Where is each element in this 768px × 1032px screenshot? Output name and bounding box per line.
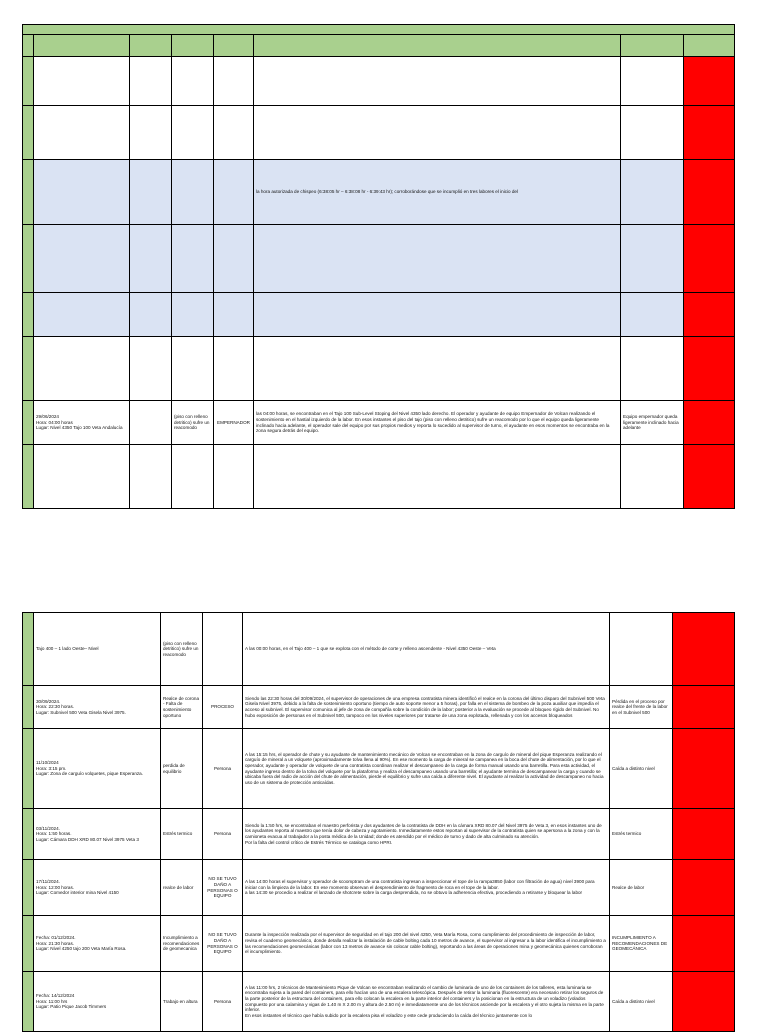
header-cell bbox=[23, 35, 34, 57]
risk-level-cell bbox=[684, 57, 735, 106]
type-cell bbox=[214, 106, 254, 160]
row-marker bbox=[23, 809, 34, 860]
consequence-cell: Caída a distinto nivel bbox=[610, 972, 673, 1032]
risk-level-cell bbox=[673, 809, 735, 860]
risk-cell: Trabajo en altura bbox=[161, 972, 203, 1032]
consequence-cell bbox=[621, 445, 684, 509]
risk-cell: (piso con relleno detritico) sufre un reacomodo bbox=[161, 613, 203, 686]
consequence-cell bbox=[610, 613, 673, 686]
table-row bbox=[23, 613, 735, 686]
risk-level-cell bbox=[684, 293, 735, 337]
date-place-cell: 11/10/2024 Hora: 3:15 pm. Lugar: Zona de carguío volquetes, pique Esperanza. bbox=[34, 729, 161, 809]
risk-cell bbox=[172, 225, 214, 293]
description-cell: A las 14:00 horas el supervisor y operador de scoomptram de una contratista ingresan a inspeccionar el tope de la rampa3850 (labor con filtración de agua) nivel 3900 para iniciar con la limpieza de la labor. En ese momento observan el desprendimiento de fragmento de roca en el tope de la labor. a las 14:30 se procedio a realizar el lanzado de shotcrete sobre la carga desprendida, no se obtuvo la adherencia efectiva, procediendo a retirarse y bloquear la labor bbox=[243, 860, 610, 916]
date-place-cell: 29/06/2024 Hora: 04:00 horas Lugar: Nivel 4350 Tajo 100 Veta Andalucía bbox=[34, 401, 130, 445]
table-row bbox=[23, 293, 735, 337]
spacer-cell bbox=[130, 106, 172, 160]
risk-cell: Realce de corona - Falta de sostenimiento oportuno bbox=[161, 686, 203, 729]
header-cell bbox=[214, 35, 254, 57]
row-marker bbox=[23, 225, 34, 293]
description-cell bbox=[254, 57, 621, 106]
header-cell bbox=[130, 35, 172, 57]
row-marker bbox=[23, 729, 34, 809]
type-cell: NO SE TUVO DAÑO A PERSONAS O EQUIPO bbox=[203, 916, 243, 972]
date-place-cell bbox=[34, 57, 130, 106]
row-marker bbox=[23, 337, 34, 401]
incident-table-2 bbox=[22, 612, 735, 1032]
row-marker bbox=[23, 916, 34, 972]
type-cell bbox=[214, 337, 254, 401]
risk-level-cell bbox=[673, 860, 735, 916]
row-marker bbox=[23, 445, 34, 509]
consequence-cell: Estrés termico bbox=[610, 809, 673, 860]
description-cell bbox=[254, 445, 621, 509]
risk-level-cell bbox=[684, 337, 735, 401]
consequence-cell bbox=[621, 225, 684, 293]
type-cell: NO SE TUVO DAÑO A PERSONAS O EQUIPO bbox=[203, 860, 243, 916]
risk-level-cell bbox=[684, 106, 735, 160]
row-marker bbox=[23, 293, 34, 337]
type-cell: EMPERNADOR bbox=[214, 401, 254, 445]
spacer-cell bbox=[130, 57, 172, 106]
risk-level-cell bbox=[684, 160, 735, 225]
table-row bbox=[23, 916, 735, 972]
consequence-cell bbox=[621, 160, 684, 225]
date-place-cell: 30/09/2024. Hora: 22:30 horas. Lugar: Subnivel 500 Veta Gisela Nivel 3975. bbox=[34, 686, 161, 729]
row-marker bbox=[23, 860, 34, 916]
risk-cell bbox=[172, 337, 214, 401]
row-marker bbox=[23, 972, 34, 1032]
date-place-cell: 03/11/2024. Hora: 1:50 horas. Lugar: Cámara DDH XRD 80.07 Nivel 3975 Veta 3 bbox=[34, 809, 161, 860]
table-row bbox=[23, 401, 735, 445]
table-row bbox=[23, 160, 735, 225]
row-marker bbox=[23, 106, 34, 160]
row-marker bbox=[23, 613, 34, 686]
description-cell bbox=[254, 225, 621, 293]
risk-cell bbox=[172, 57, 214, 106]
risk-level-cell bbox=[673, 972, 735, 1032]
spacer-cell bbox=[130, 337, 172, 401]
consequence-cell: Equipo empernador queda ligeramente inclinado hacia adelante bbox=[621, 401, 684, 445]
risk-cell: perdida de equilibrio bbox=[161, 729, 203, 809]
date-place-cell bbox=[34, 337, 130, 401]
date-place-cell: Fecha: 01/12/2024. Hora: 21:30 horas. Lugar: Nivel 4250 tajo 200 Veta María Rosa. bbox=[34, 916, 161, 972]
type-cell: Persona bbox=[203, 972, 243, 1032]
risk-cell: (piso con relleno detritico) sufre un reacomodo bbox=[172, 401, 214, 445]
date-place-cell bbox=[34, 160, 130, 225]
header-cell bbox=[254, 35, 621, 57]
description-cell: A las 15:15 hrs, el operador de chute y su ayudante de mantenimiento mecánico de Volcan se encontraban en la zona de carguío de mineral del pique Esperanza realizando el carguío de mineral a un volquete (aproximadamente tolva llena al 90%). En ese momento la carga de mineral se campanea en la boca del chute de alimentación, por lo que el operador, ayudante y operador de volquete de una contratista coordinan realizar el descampaneo de la carga de forma manual usando una barretilla. Para esta actividad, el ayudante ingreso dentro de la tolva del volquete por la plataforma y realiza el descampaneo usando una barretilla; el ayudante termina de descampanear la carga y cuando se ubicaba fuera del radio de acción del chute de alimentación, pierde el equilibrio y sufre una caída a diferente nivel. El ayudante al realizar la actividad de descampaneo no hacia uso de un sistema de protección anticaídas. bbox=[243, 729, 610, 809]
consequence-cell bbox=[621, 337, 684, 401]
table-row bbox=[23, 686, 735, 729]
consequence-cell: Caída a distinto nivel bbox=[610, 729, 673, 809]
description-cell: la hora autorizada de chispeo (6:38:05 hr – 6:38:08 hr - 6:39:43 hr); corroborándose que se incumplió en tres labores el inicio del bbox=[254, 160, 621, 225]
consequence-cell bbox=[621, 57, 684, 106]
risk-level-cell bbox=[673, 686, 735, 729]
risk-cell: Estrés termico bbox=[161, 809, 203, 860]
table-row bbox=[23, 445, 735, 509]
description-cell: las 04:00 horas, se encontraban en el Tajo 100 Sub-Level Stoping del Nivel 4350 lado derecho. El operador y ayudante de equipo Empernador de Volcan realizando el sostenimiento en el hastial izquierdo de la labor. En esos instantes el piso del tajo (piso con relleno detritico) sufre un reacomodo por lo que el equipo queda ligeramente inclinado hacia adelante, el operador sale del equipo por sus propios medios y reporta lo sucedido al supervisor de turno, el ayudante en esos momentos se encontraba en la zona segura detrás del equipo. bbox=[254, 401, 621, 445]
table-row bbox=[23, 809, 735, 860]
date-place-cell bbox=[34, 445, 130, 509]
description-cell bbox=[254, 293, 621, 337]
header-cell bbox=[34, 35, 130, 57]
risk-cell bbox=[172, 445, 214, 509]
type-cell bbox=[214, 445, 254, 509]
sheet-top-bar bbox=[23, 25, 735, 35]
table-row bbox=[23, 729, 735, 809]
spacer-cell bbox=[130, 445, 172, 509]
type-cell bbox=[214, 160, 254, 225]
type-cell: PROCESO bbox=[203, 686, 243, 729]
risk-level-cell bbox=[684, 445, 735, 509]
description-cell: Siendo las 22:30 horas del 30/09/2024, el supervisor de operaciones de una empresa contratista minera identificó el realce en la corona del último disparo del Subnivel 500 Veta Gisela Nivel 3975, debido a la falta de sostenimiento oportuno (tiempo de auto soporte menor a 5 horas), por falla en el sistema de bombeo de la poza auxiliar que impedía el acceso al subnivel. El supervisor comunica al jefe de zona de compañía sobre la condición de la labor; posterior a la evaluación se procede al bloqueo rígido del Subnivel. No hubo exposición de personas en el Subnivel 500, tampoco en los niveles superiores por tratarse de una zona explotada, rellenada y con los accesos bloqueados bbox=[243, 686, 610, 729]
table-row bbox=[23, 337, 735, 401]
table-row bbox=[23, 225, 735, 293]
description-cell bbox=[254, 337, 621, 401]
type-cell bbox=[214, 293, 254, 337]
description-cell: Siendo la 1:50 hrs, se encontraban el maestro perforista y dos ayudantes de la contratista de DDH en la cámara XRD 80.07 del Nivel 3975 de Veta 3, en esos instantes uno de los ayudantes reporta al maestro que tenía dolor de cabeza y agotamiento. Inmediatamente estos reportan al supervisor de la contratista quien se apersona a la zona y con la camioneta evacua al trabajador a la posta médica de la Unidad; donde es atendido por el médico de turno y dado de alta culminado su atención. Por la falta del control crítico de Estrés Térmico se cataloga como HPRI. bbox=[243, 809, 610, 860]
description-cell: A las 00:00 horas, en el Tajo 400 – 1 que se explota con el método de corte y relleno ascendente - Nivel 4350 Oeste – Veta bbox=[243, 613, 610, 686]
date-place-cell bbox=[34, 225, 130, 293]
type-cell bbox=[203, 613, 243, 686]
risk-cell bbox=[172, 293, 214, 337]
risk-cell: realce de labor bbox=[161, 860, 203, 916]
risk-cell: Incumplimiento a recomendaciones de geomecanica bbox=[161, 916, 203, 972]
risk-cell bbox=[172, 160, 214, 225]
type-cell: Persona bbox=[203, 729, 243, 809]
consequence-cell bbox=[621, 293, 684, 337]
date-place-cell: 17/11/2024. Hora: 12:00 horas. Lugar: Comedor interior mina Nivel 4150 bbox=[34, 860, 161, 916]
spacer-cell bbox=[130, 160, 172, 225]
risk-cell bbox=[172, 106, 214, 160]
row-marker bbox=[23, 401, 34, 445]
type-cell bbox=[214, 225, 254, 293]
table-row bbox=[23, 57, 735, 106]
header-cell bbox=[621, 35, 684, 57]
row-marker bbox=[23, 160, 34, 225]
table-row bbox=[23, 106, 735, 160]
description-cell: Durante la inspección realizada por el supervisor de seguridad en el tajo 200 del nivel 4250, Veta María Rosa, como cumplimiento del procedimiento de inspección de labor, revisa el cuaderno geomecánico, donde detalla realizar la instalación de cable bolting cada 10 metros de avance, el supervisor al ingresar a la labor identifica el incumplimiento a las recomendaciones geomecánicas (labor con 13 metros de avance sin colocar cable bolting), reportando a las áreas de operaciones mina y geomecánica quienes corroboran el incumplimiento. bbox=[243, 916, 610, 972]
description-cell bbox=[254, 106, 621, 160]
type-cell bbox=[214, 57, 254, 106]
risk-level-cell bbox=[684, 225, 735, 293]
consequence-cell: Realce de labor bbox=[610, 860, 673, 916]
date-place-cell bbox=[34, 106, 130, 160]
risk-level-cell bbox=[673, 613, 735, 686]
date-place-cell: Tajo 400 – 1 lado Oeste– Nivel bbox=[34, 613, 161, 686]
risk-level-cell bbox=[673, 916, 735, 972]
header-cell bbox=[684, 35, 735, 57]
type-cell: Persona bbox=[203, 809, 243, 860]
consequence-cell: Pérdida en el proceso por realce del frente de la labor en el Subnivel 500 bbox=[610, 686, 673, 729]
spacer-cell bbox=[130, 293, 172, 337]
table-row bbox=[23, 860, 735, 916]
consequence-cell: INCUMPLIMIENTO A RECOMENDACIONES DE GEOMECÁNICA bbox=[610, 916, 673, 972]
row-marker bbox=[23, 57, 34, 106]
spacer-cell bbox=[130, 401, 172, 445]
risk-level-cell bbox=[673, 729, 735, 809]
consequence-cell bbox=[621, 106, 684, 160]
risk-level-cell bbox=[684, 401, 735, 445]
date-place-cell: Fecha: 14/12/2024 Hora: 11:00 hrs Lugar: Patio Pique Jacob Timmers bbox=[34, 972, 161, 1032]
row-marker bbox=[23, 686, 34, 729]
description-cell: A las 11:00 hrs, 2 técnicos de Mantenimiento Pique de Volcan se encontraban realizando el cambio de luminaria de uno de los containers de los talleres, esta luminaria se encontraba sujeta a la pared del containers, para ello hacían uso de una escalera telescópica. Después de retirar la luminaria (fluorescente) era necesario retirar los seguros de la parte posterior de la estructura del containers, para ello colocan la escalera en la parte interior del containers y la posicionan en la estructura de un voladizo (volados compuesto por una calamina y vigas de 1.40 m X 2.00 m y altura de 2.50 m) e inmediatamente uno de los técnicos asciende por la escalera y el otro sujeta la misma en la parte inferior. En esos instantes el técnico que había subido por la escalera pisa el voladizo y este cede produciendo la caída del técnico juntamente con lo bbox=[243, 972, 610, 1032]
date-place-cell bbox=[34, 293, 130, 337]
incident-table-1 bbox=[22, 24, 735, 509]
header-cell bbox=[172, 35, 214, 57]
spacer-cell bbox=[130, 225, 172, 293]
table-row bbox=[23, 972, 735, 1032]
